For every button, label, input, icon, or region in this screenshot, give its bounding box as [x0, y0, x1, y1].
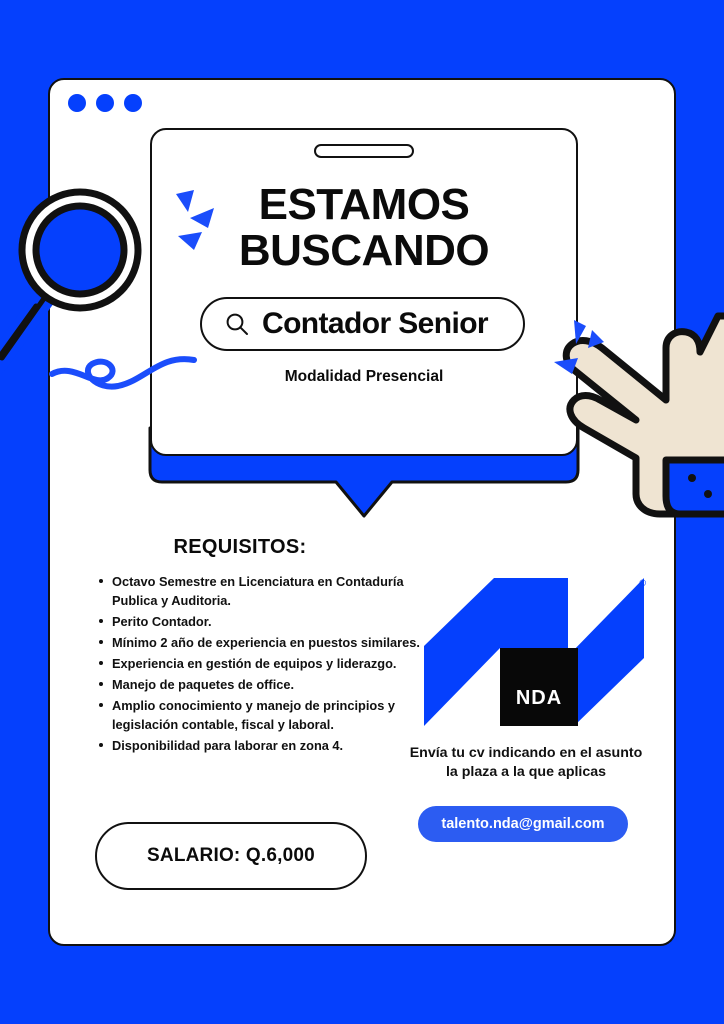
- sparkle-burst-icon: [168, 188, 220, 261]
- window-control-dots: [68, 94, 142, 112]
- headline-line-2: BUSCANDO: [238, 226, 490, 275]
- cv-instruction: [398, 744, 654, 782]
- list-item: Octavo Semestre en Licenciatura en Contaduría Publica y Auditoria.: [112, 572, 432, 611]
- window-dot-3: [124, 94, 142, 112]
- modality-label: Modalidad Presencial: [284, 368, 444, 385]
- window-dot-2: [96, 94, 114, 112]
- list-item: Manejo de paquetes de office.: [112, 675, 432, 694]
- registered-trademark-icon: ®: [639, 578, 646, 588]
- magnifying-glass-icon: [0, 178, 172, 388]
- cv-instruction-line-2: la plaza a la que aplicas: [445, 764, 607, 780]
- requirements-heading: REQUISITOS:: [173, 536, 307, 558]
- nda-logo: [418, 572, 650, 732]
- window-dot-1: [68, 94, 86, 112]
- list-item: Mínimo 2 año de experiencia en puestos similares.: [112, 633, 432, 652]
- search-icon: [224, 311, 250, 337]
- search-input[interactable]: [200, 297, 525, 351]
- cv-instruction-line-1: Envía tu cv indicando en el asunto: [409, 745, 643, 761]
- list-item: Amplio conocimiento y manejo de principios y legislación contable, fiscal y laboral.: [112, 696, 432, 735]
- svg-text:NDA: NDA: [515, 687, 563, 709]
- inner-screen-panel: [150, 128, 578, 456]
- list-item: Experiencia en gestión de equipos y liderazgo.: [112, 654, 432, 673]
- list-item: Perito Contador.: [112, 612, 432, 631]
- sparkle-burst-icon: [552, 318, 606, 393]
- search-term-text: Contador Senior: [262, 307, 489, 340]
- headline-line-1: ESTAMOS: [258, 180, 470, 229]
- requirements-list: [92, 572, 432, 757]
- salary-badge: SALARIO: Q.6,000: [95, 822, 367, 890]
- list-item: Disponibilidad para laborar en zona 4.: [112, 736, 432, 755]
- email-button[interactable]: talento.nda@gmail.com: [418, 806, 628, 842]
- speaker-notch: [314, 144, 414, 158]
